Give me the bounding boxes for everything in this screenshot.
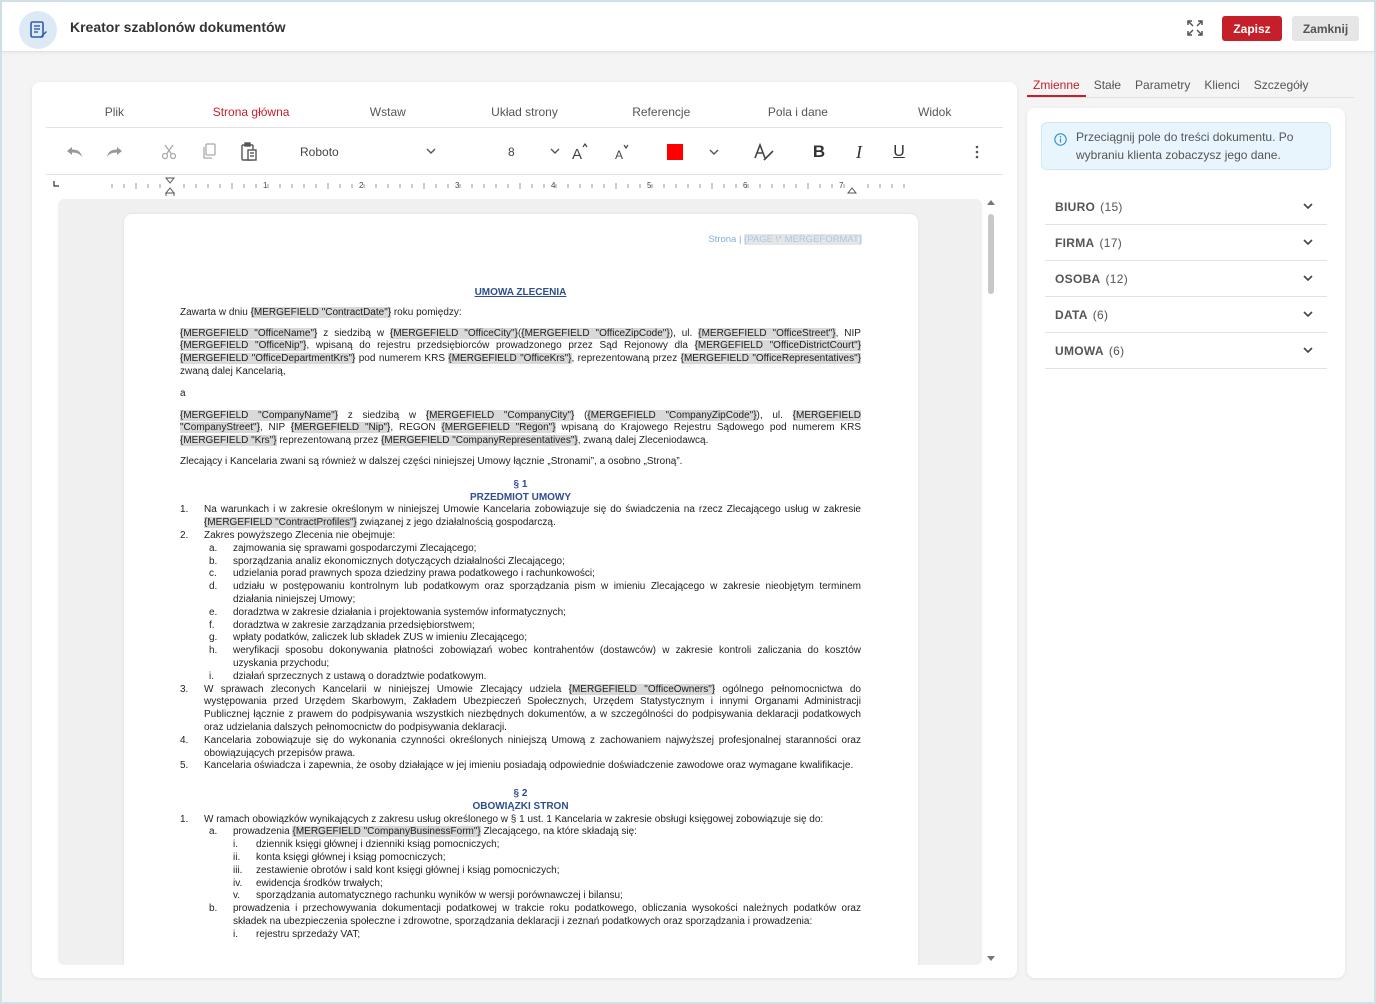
merge-field[interactable]: {MERGEFIELD "CompanyName"} [180,409,338,421]
merge-field[interactable]: {MERGEFIELD "OfficeOwners"} [568,683,716,695]
merge-field[interactable]: {MERGEFIELD "ContractProfiles"} [204,517,357,529]
group-name: FIRMA [1055,236,1095,250]
sub-list-item [180,543,861,556]
text: , NIP [835,327,861,339]
info-icon [1054,133,1067,146]
list-item: 5. Kancelaria oświadcza i zapewnia, że osoby działające w jej imieniu posiadają odpowiednie doświadczenie zawodowe oraz wymagane kwalifikacje. [180,760,854,772]
text: pod numerem KRS [355,353,449,365]
tab-clients[interactable]: Klienci [1204,78,1240,92]
text: ( [574,409,588,421]
sub-sub-list-item [180,865,861,878]
clear-formatting-icon[interactable] [752,141,776,163]
document-editor [32,82,1017,978]
text: , wpisaną do rejestru przedsiębiorców prowadzonego przez Sąd Rejonowy dla [306,340,695,352]
ruler-label-2: 2 [359,181,364,190]
group-umowa[interactable] [1045,334,1327,369]
sub-sub-list-item [180,878,861,891]
sub-list-item [180,568,861,581]
item-number: a. [209,542,218,554]
group-data[interactable] [1045,298,1327,333]
sub-list-item [180,556,861,569]
ruler-label-1: 1 [263,181,268,190]
decrease-font-size-icon[interactable] [610,141,632,163]
merge-field[interactable]: {MERGEFIELD "CompanyZipCode"} [587,409,757,421]
text: Zlecającego, na które składają się: [480,826,637,838]
variables-panel [1027,108,1345,978]
document-scrollbar[interactable] [987,199,995,965]
merge-field[interactable]: {MERGEFIELD "CompanyBusinessForm"} [292,826,481,838]
menu-view[interactable]: Widok [918,105,952,119]
sub-list [180,543,861,684]
document-body[interactable] [180,287,861,942]
paragraph-office [180,328,861,379]
font-family-value: Roboto [300,145,339,159]
sub-list-item [180,607,861,620]
text: udzielania porad prawnych spoza dziedziny prawa podatkowego i rachunkowości; [233,568,595,580]
undo-icon[interactable] [64,141,86,163]
text: ), ul. [756,409,793,421]
ruler-label-4: 4 [551,181,556,190]
text: prowadzenia [233,826,293,838]
info-box [1041,122,1331,170]
ruler-ticks [46,176,926,196]
sub-sub-list-item [180,890,861,903]
sub-sub-list [180,839,861,903]
text: W ramach obowiązków wynikających z zakresu usług określonego w § 1 ust. 1 Kancelaria w zakresie obsługi księgowej zobowiązuje się do: [204,813,824,825]
text: zestawienie obrotów i sald kont księgi głównej i ksiąg pomocniczych; [256,864,560,876]
text: zwaną dalej Kancelarią, [180,365,286,377]
app-window [2,2,1374,1002]
page-header-text: Strona | [708,234,745,245]
tab-parameters[interactable]: Parametry [1135,78,1191,92]
sub-list-item [180,645,861,671]
merge-field[interactable]: {MERGEFIELD "CompanyRepresentatives"} [381,435,578,447]
text: zajmowania się sprawami gospodarczymi Zlecającego; [233,542,477,554]
group-count: (17) [1099,236,1123,250]
item-number: iii. [233,864,243,876]
text: konta księgi głównej i ksiąg pomocniczych; [256,852,446,864]
info-text: Przeciągnij pole do treści dokumentu. Po wybraniu klienta zobaczysz jego dane. [1076,130,1294,162]
paragraph-parties: Zlecający i Kancelaria zwani są również w dalszej części niniejszej Umowy łącznie „Stronami”, a osobno „Stroną”. [180,455,683,467]
fullscreen-icon[interactable] [1186,19,1204,37]
app-title: Kreator szablonów dokumentów [70,19,286,35]
group-osoba[interactable] [1045,262,1327,297]
font-size-select[interactable] [476,142,536,162]
text: związanej z jego działalnością gospodarczą. [356,517,556,529]
more-options-icon[interactable] [966,141,988,163]
list-item: 1. Na warunkach i w zakresie określonym w niniejszej Umowie Kancelaria zobowiązuje się do świadczenia na rzecz Zlecającego usług w zakresie {MERGEFIELD "ContractProfiles"} związanej z jego działalnością gospodarczą. [180,504,861,529]
group-name: OSOBA [1055,272,1101,286]
top-bar [2,2,1374,52]
chevron-down-icon [1303,275,1313,282]
item-number: f. [209,619,215,631]
paragraph-contract-date [180,307,861,320]
underline-icon[interactable]: U [893,143,905,160]
item-number: ii. [233,852,241,864]
merge-field[interactable]: {MERGEFIELD "OfficeKrs"} [448,353,572,365]
scrollbar-thumb[interactable] [988,214,994,294]
text: Zawarta w dniu [180,306,251,318]
chevron-down-icon [1303,311,1313,318]
text: działań sprzecznych z ustawą o doradztwie podatkowym. [233,670,487,682]
text: Kancelaria oświadcza i zapewnia, że osoby działające w jej imieniu posiadają odpowiednie doświadczenie zawodowe oraz wymagane kwalifikacje. [204,760,854,772]
text: , zwaną dalej Zleceniodawcą. [577,435,709,447]
ruler-label-5: 5 [647,181,652,190]
close-button[interactable]: Zamknij [1292,16,1359,41]
merge-field[interactable]: {MERGEFIELD "OfficeDistrictCourt"} [694,340,861,352]
item-number: b. [209,555,218,567]
font-color-dropdown-icon[interactable] [706,141,722,163]
merge-field[interactable]: {MERGEFIELD "OfficeCity"} [390,327,518,339]
text: ewidencja środków trwałych; [256,877,383,889]
menu-references[interactable]: Referencje [632,105,691,119]
text: ogólnego pełnomocnictwa do występowania przed Urzędem Skarbowym, Zakładem Ubezpieczeń Społecznych, Urzędem Statystycznym i innymi Organami Administracji Publicznej łącznie z prawem do podpisywania wszystkich niezbędnych dokumentów, a w szczególności do podpisywania deklaracji podatkowych oraz udzielania dalszych pełnomocnictw do podpisywania deklaracji. [204,683,861,733]
contract-title: UMOWA ZLECENIA [474,287,567,298]
merge-field[interactable]: {MERGEFIELD "OfficeRepresentatives"} [680,353,861,365]
svg-text:A: A [615,148,624,161]
group-name: UMOWA [1055,344,1104,358]
text: , NIP [259,422,291,434]
text: ( [517,327,522,339]
list-item: 2. Zakres powyższego Zlecenia nie obejmuje: [180,529,396,541]
menu-home[interactable]: Strona główna [212,105,290,119]
text: weryfikacji sposobu dokonywania płatności zobowiązań wobec kontrahentów (dostawców) w zakresie kontroli zaliczania do kosztów uzyskania przychodu; [233,645,861,669]
merge-field[interactable]: {MERGEFIELD "OfficeDepartmentKrs"} [180,353,356,365]
text: doradztwa w zakresie zarządzania przedsiębiorstwem; [233,619,475,631]
increase-font-size-icon[interactable] [568,141,590,163]
group-firma[interactable] [1045,226,1327,261]
menu-file[interactable]: Plik [104,105,125,119]
font-color-swatch[interactable] [664,141,686,163]
text: wpisaną do Krajowego Rejestru Sądowego pod numerem KRS [555,422,861,434]
tab-variables[interactable]: Zmienne [1027,72,1086,97]
sub-sub-list-item [180,839,861,852]
font-family-select[interactable] [300,142,450,162]
item-number: g. [209,632,218,644]
merge-field[interactable]: {MERGEFIELD "Regon"} [441,422,556,434]
item-number: d. [209,581,218,593]
item-number: e. [209,606,218,618]
section-1-number: § 1 [513,478,528,490]
merge-field[interactable]: {MERGEFIELD "Krs"} [180,435,277,447]
chevron-down-icon [550,148,560,155]
paste-icon[interactable] [238,141,260,163]
merge-field[interactable]: {MERGEFIELD "OfficeNip"} [180,340,307,352]
chevron-down-icon [1303,203,1313,210]
item-number: h. [209,645,218,657]
chevron-down-icon [1303,347,1313,354]
page-header[interactable] [708,234,862,247]
text: roku pomiędzy: [391,306,462,318]
item-number: iv. [233,877,243,889]
list-item: 1. W ramach obowiązków wynikających z zakresu usług określonego w § 1 ust. 1 Kancelaria w zakresie obsługi księgowej zobowiązuje się do: [180,813,824,825]
text: ), ul. [669,327,699,339]
list-item: 3. W sprawach zleconych Kancelarii w niniejszej Umowie Zlecający udziela {MERGEFIELD "OfficeOwners"} ogólnego pełnomocnictwa do występowania przed Urzędem Skarbowym, Zakładem Ubezpieczeń Społecznych, Urzędem Statystycznym i innymi Organami Administracji Publicznej łącznie z prawem do podpisywania wszystkich niezbędnych dokumentów, a w szczególności do podpisywania deklaracji podatkowych oraz udzielania dalszych pełnomocnictw do podpisywania deklaracji. [180,683,861,733]
sub-list-item: b. prowadzenia i przechowywania dokumentacji podatkowej w trakcie roku podatkowego, obliczania wysokości należnych podatków oraz składek na ubezpieczenia społeczne i zdrowotne, sporządzania deklaracji i zeznań podatkowych oraz sporządzania i prowadzenia: [209,903,861,928]
section-2-number: § 2 [513,788,528,800]
page-number-field[interactable]: {PAGE \* MERGEFORMAT} [744,234,862,245]
merge-field[interactable]: {MERGEFIELD "Nip"} [290,422,391,434]
section-1-title: PRZEDMIOT UMOWY [469,491,572,503]
menu-insert[interactable]: Wstaw [369,105,406,119]
text: rejestru sprzedaży VAT; [256,928,361,940]
group-count: (6) [1092,308,1109,322]
bold-icon[interactable]: B [812,142,826,161]
tab-details[interactable]: Szczegóły [1253,78,1309,92]
sub-list-item [180,671,861,684]
ruler[interactable] [46,176,926,196]
group-name: BIURO [1055,200,1096,214]
item-number: c. [209,568,217,580]
sub-list-item [180,632,861,645]
merge-field[interactable]: {MERGEFIELD "OfficeName"} [180,327,318,339]
merge-field[interactable]: {MERGEFIELD "CompanyCity"} [425,409,575,421]
merge-field[interactable]: {MERGEFIELD "ContractDate"} [250,306,392,318]
item-number: i. [233,928,238,940]
ruler-label-7: 7 [839,181,844,190]
chevron-down-icon [1303,239,1313,246]
group-count: (6) [1108,344,1125,358]
menu-fields-and-data[interactable]: Pola i dane [767,105,828,119]
text: Kancelaria zobowiązuje się do wykonania czynności określonych niniejszą Umową z zachowaniem najwyższej profesjonalnej staranności oraz obowiązujących przepisów prawa. [204,734,861,759]
redo-icon[interactable] [103,141,125,163]
text: W sprawach zleconych Kancelarii w niniejszej Umowie Zlecający udziela [204,683,569,695]
format-toolbar [46,129,1003,175]
ruler-label-6: 6 [743,181,748,190]
text: prowadzenia i przechowywania dokumentacji podatkowej w trakcie roku podatkowego, obliczania wysokości należnych podatków oraz składek na ubezpieczenia społeczne i zdrowotne, sporządzania deklaracji i zeznań podatkowych oraz sporządzania i prowadzenia: [233,903,861,928]
group-count: (12) [1105,272,1129,286]
font-color-red-square [667,144,683,160]
merge-field[interactable]: {MERGEFIELD "CompanyStreet"} [180,409,862,434]
side-tabs [1027,72,1354,98]
sub-list-item [180,581,861,607]
italic-icon[interactable]: I [856,141,862,162]
document-page[interactable] [124,214,918,965]
save-button[interactable]: Zapisz [1222,16,1282,41]
item-number: v. [233,890,241,902]
copy-icon[interactable] [198,141,220,163]
text: Zakres powyższego Zlecenia nie obejmuje: [204,529,396,541]
text: sporządzania analiz ekonomicznych dotyczących działalności Zlecającego; [233,555,565,567]
tab-constants[interactable]: Stałe [1093,78,1122,92]
text: Na warunkach i w zakresie określonym w niniejszej Umowie Kancelaria zobowiązuje się do świadczenia na rzecz Zlecającego usług w zakresie [204,504,861,516]
text: udziału w postępowaniu kontrolnym lub podatkowym oraz sporządzania pism w imieniu Zlecającego w zakresie nieobjętym terminem działania niniejszej Umowy; [233,581,861,605]
text: , REGON [390,422,442,434]
document-canvas[interactable] [58,199,982,965]
sub-sub-list-item [180,929,861,942]
document-editor-icon [19,11,57,49]
item-number: i. [233,839,238,851]
group-biuro[interactable] [1045,190,1327,225]
cut-icon[interactable] [158,141,180,163]
sub-list-item: a. prowadzenia {MERGEFIELD "CompanyBusinessForm"} Zlecającego, na które składają się: [209,826,637,838]
scroll-down-icon[interactable] [987,956,995,962]
chevron-down-icon [426,148,436,155]
sub-list-item [180,620,861,633]
font-size-value: 8 [508,145,515,159]
merge-field[interactable]: {MERGEFIELD "OfficeStreet"} [698,327,836,339]
list-item: 4. Kancelaria zobowiązuje się do wykonania czynności określonych niniejszą Umową z zachowaniem najwyższej profesjonalnej staranności oraz obowiązujących przepisów prawa. [180,734,861,759]
sub-sub-list-item [180,852,861,865]
section-2-title: OBOWIĄZKI STRON [472,800,569,812]
group-name: DATA [1055,308,1088,322]
merge-field[interactable]: {MERGEFIELD "OfficeZipCode"} [521,327,670,339]
paragraph-and: a [180,387,186,399]
group-count: (15) [1100,200,1123,214]
text: , reprezentowaną przez [571,353,681,365]
item-number: i. [209,670,214,682]
ruler-label-3: 3 [455,181,460,190]
text: dziennik księgi głównej i dzienniki ksiąg pomocniczych; [256,839,500,851]
text: z siedzibą w [338,409,426,421]
text: reprezentowaną przez [276,435,382,447]
text: wpłaty podatków, zaliczek lub składek ZUS w imieniu Zlecającego; [233,632,528,644]
paragraph-company [180,410,861,448]
text: sporządzania automatycznego rachunku wyników w wersji porównawczej i bilansu; [256,890,623,902]
menu-page-layout[interactable]: Układ strony [491,105,558,119]
ribbon-menu [46,82,1003,128]
svg-text:A: A [572,146,583,161]
text: z siedzibą w [317,327,390,339]
scroll-up-icon[interactable] [987,199,995,205]
text: doradztwa w zakresie działania i projektowania systemów informatycznych; [233,606,566,618]
